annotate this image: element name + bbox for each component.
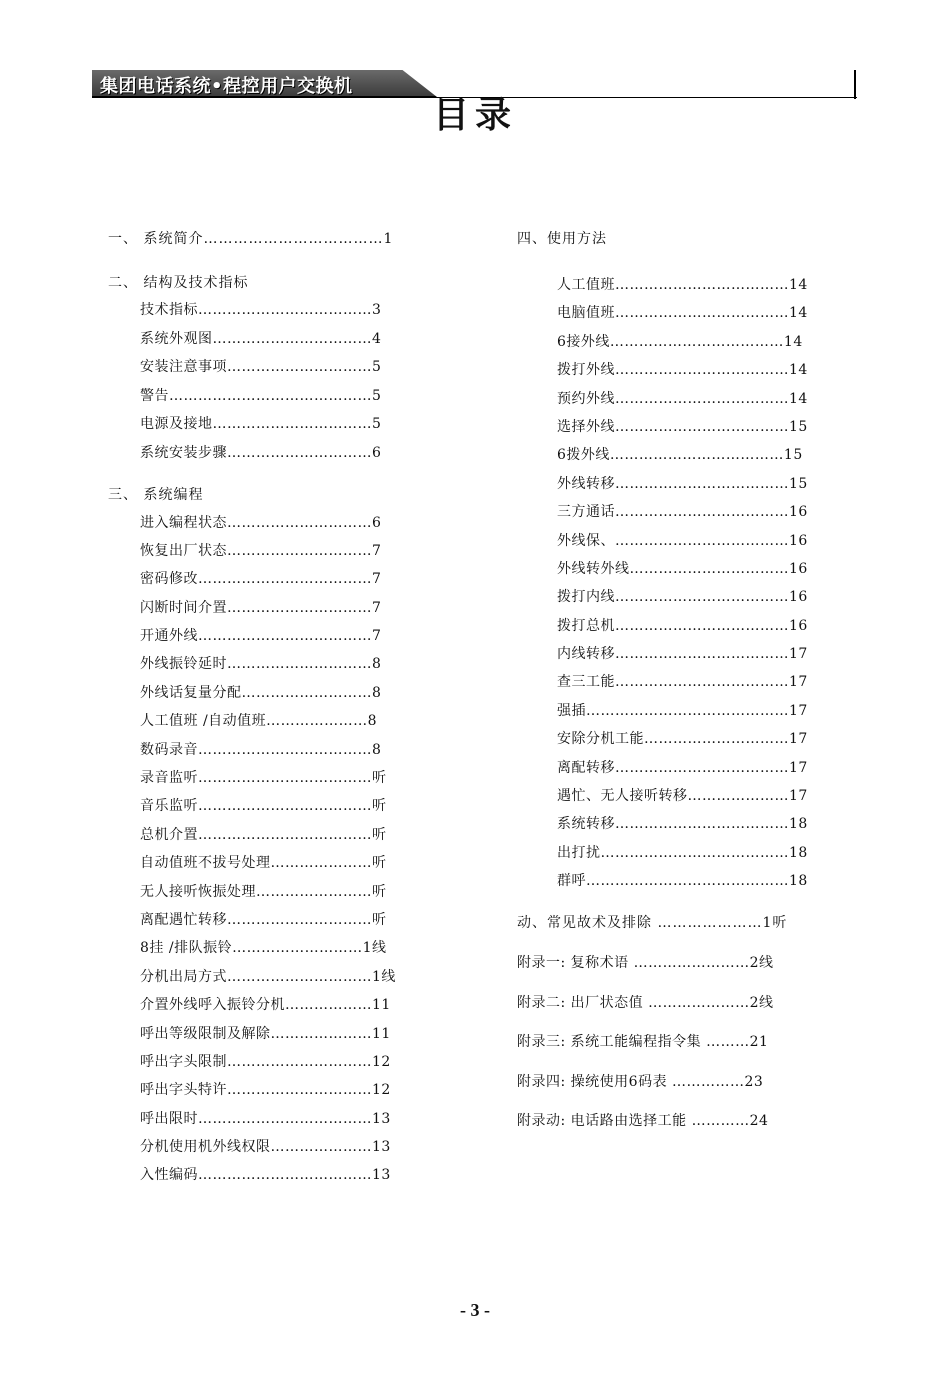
toc-item[interactable]: 出打扰…………………………………18: [557, 844, 808, 861]
toc-item[interactable]: 6拨外线………………………………15: [557, 447, 803, 464]
toc-left-column: [108, 232, 428, 1188]
toc-item[interactable]: 选择外线………………………………15: [557, 418, 808, 435]
toc-item[interactable]: 呼出限时………………………………13: [140, 1110, 391, 1127]
toc-right-column: [517, 232, 837, 1134]
toc-item[interactable]: 电源及接地……………………………5: [140, 416, 382, 432]
toc-item[interactable]: 分机使用机外线权限…………………13: [140, 1139, 391, 1156]
toc-item[interactable]: 群呼……………………………………18: [557, 873, 808, 890]
toc-item[interactable]: 呼出字头限制…………………………12: [140, 1053, 391, 1070]
toc-item[interactable]: 进入编程状态…………………………6: [140, 514, 382, 531]
toc-appendix[interactable]: 附录一: 复称术语 ……………………2线: [517, 955, 774, 972]
toc-item[interactable]: 拨打内线………………………………16: [557, 589, 808, 606]
toc-item[interactable]: 密码修改………………………………7: [140, 571, 382, 588]
toc-item[interactable]: 电脑值班………………………………14: [557, 305, 808, 322]
toc-item[interactable]: 分机出局方式…………………………1线: [140, 968, 396, 985]
toc-item[interactable]: 外线话复量分配………………………8: [140, 684, 382, 701]
toc-item[interactable]: 拨打外线………………………………14: [557, 362, 808, 379]
toc-item[interactable]: 6接外线………………………………14: [557, 333, 803, 350]
toc-section-4-items: [517, 278, 837, 894]
toc-item[interactable]: 系统安装步骤…………………………6: [140, 444, 382, 461]
toc-item[interactable]: 查三工能………………………………17: [557, 674, 808, 691]
toc-item[interactable]: 音乐监听………………………………听: [140, 798, 387, 815]
toc-item[interactable]: 系统外观图……………………………4: [140, 330, 382, 347]
toc-item[interactable]: 呼出等级限制及解除…………………11: [140, 1025, 391, 1042]
toc-item[interactable]: 外线转外线……………………………16: [557, 560, 808, 577]
toc-item[interactable]: 开通外线………………………………7: [140, 628, 382, 645]
toc-item[interactable]: 人工值班 /自动值班…………………8: [140, 713, 378, 730]
toc-section-3[interactable]: 三、 系统编程: [108, 486, 204, 503]
toc-item[interactable]: 强插……………………………………17: [557, 702, 808, 719]
toc-item[interactable]: 技术指标………………………………3: [140, 302, 382, 318]
toc-section-1[interactable]: 一、 系统简介………………………………1: [108, 231, 394, 247]
toc-item[interactable]: 自动值班不拔号处理…………………听: [140, 855, 387, 872]
toc-item[interactable]: 预约外线………………………………14: [557, 390, 808, 407]
toc-item[interactable]: 8挂 /排队振铃………………………1线: [140, 940, 387, 957]
toc-item[interactable]: 三方通话………………………………16: [557, 504, 808, 521]
toc-item[interactable]: 外线振铃延时…………………………8: [140, 656, 382, 673]
toc-item[interactable]: 安装注意事项…………………………5: [140, 359, 382, 375]
toc-section-5[interactable]: 动、常见故术及排除 …………………1听: [517, 915, 788, 932]
toc-item[interactable]: 入性编码………………………………13: [140, 1167, 391, 1184]
toc-appendix[interactable]: 附录三: 系统工能编程指令集 ………21: [517, 1034, 769, 1051]
toc-item[interactable]: 离配遇忙转移…………………………听: [140, 911, 387, 928]
toc-item[interactable]: 恢复出厂状态…………………………7: [140, 542, 382, 559]
toc-item[interactable]: 介置外线呼入振铃分机………………11: [140, 997, 391, 1014]
toc-item[interactable]: 遇忙、无人接听转移…………………17: [557, 788, 808, 805]
toc-item[interactable]: 离配转移………………………………17: [557, 759, 808, 776]
toc-item[interactable]: 外线转移………………………………15: [557, 475, 808, 492]
toc-item[interactable]: 外线保、………………………………16: [557, 532, 808, 549]
toc-section-2[interactable]: 二、 结构及技术指标: [108, 275, 249, 291]
header-title: 集团电话系统•程控用户交换机: [100, 76, 353, 97]
toc-item[interactable]: 人工值班………………………………14: [557, 277, 808, 293]
toc-item[interactable]: 数码录音………………………………8: [140, 741, 382, 758]
page-number: - 3 -: [460, 1300, 490, 1320]
toc-item[interactable]: 闪断时间介置…………………………7: [140, 599, 382, 616]
toc-item[interactable]: 警告……………………………………5: [140, 387, 382, 404]
toc-item[interactable]: 呼出字头特许…………………………12: [140, 1082, 391, 1099]
toc-appendix[interactable]: 附录二: 出厂状态值 …………………2线: [517, 994, 774, 1011]
toc-appendix[interactable]: 附录动: 电话路由选择工能 …………24: [517, 1113, 769, 1130]
toc-section-4[interactable]: 四、使用方法: [517, 231, 607, 247]
toc-item[interactable]: 无人接听恢振处理……………………听: [140, 883, 387, 900]
page-title: 目录: [432, 95, 517, 136]
toc-section-2-items: [108, 303, 428, 466]
toc-section-3-items: [108, 516, 428, 1189]
toc-item[interactable]: 系统转移………………………………18: [557, 816, 808, 833]
toc-item[interactable]: 总机介置………………………………听: [140, 826, 387, 843]
toc-item[interactable]: 拨打总机………………………………16: [557, 617, 808, 634]
toc-item[interactable]: 录音监听………………………………听: [140, 770, 387, 787]
toc-appendix[interactable]: 附录四: 操统使用6码表 ……………23: [517, 1073, 764, 1090]
toc-item[interactable]: 安除分机工能…………………………17: [557, 731, 808, 748]
toc-item[interactable]: 内线转移………………………………17: [557, 646, 808, 663]
toc-appendices: [517, 956, 837, 1134]
